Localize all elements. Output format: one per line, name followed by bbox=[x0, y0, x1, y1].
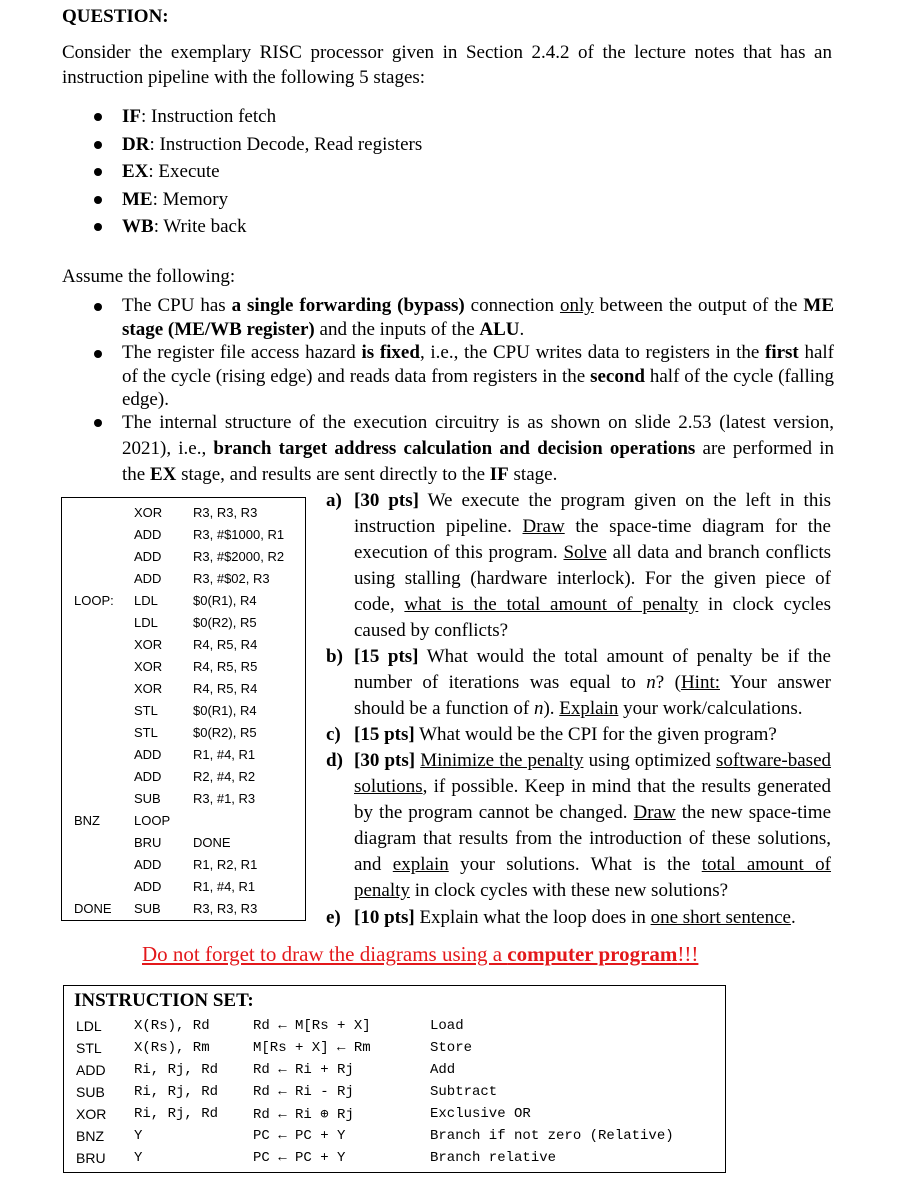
instruction-set-row bbox=[64, 1128, 725, 1150]
stage-item bbox=[94, 103, 422, 131]
iset-operands: Y bbox=[134, 1150, 143, 1166]
program-op: LDL bbox=[134, 615, 158, 630]
program-args: R1, #4, R1 bbox=[193, 747, 256, 762]
program-line bbox=[62, 769, 307, 790]
program-args: R3, #1, R3 bbox=[193, 791, 256, 806]
instruction-set-row bbox=[64, 1018, 725, 1040]
program-op: SUB bbox=[134, 791, 161, 806]
program-line bbox=[62, 659, 307, 680]
program-op: LOOP bbox=[134, 813, 171, 828]
program-args: $0(R2), R5 bbox=[193, 725, 257, 740]
assumption-item bbox=[94, 294, 834, 341]
stage-desc: : Instruction fetch bbox=[141, 106, 277, 127]
iset-rtl: PC ← PC + Y bbox=[253, 1128, 346, 1144]
program-op: XOR bbox=[134, 505, 163, 520]
question-b bbox=[326, 644, 831, 722]
stage-desc: : Write back bbox=[153, 216, 247, 237]
program-line bbox=[62, 747, 307, 768]
bullet-icon bbox=[94, 350, 102, 358]
program-args: R4, R5, R4 bbox=[193, 681, 258, 696]
question-d bbox=[326, 748, 831, 904]
bullet-icon bbox=[94, 419, 102, 427]
program-args: R2, #4, R2 bbox=[193, 769, 256, 784]
program-op: BRU bbox=[134, 835, 162, 850]
stage-item bbox=[94, 158, 422, 186]
program-op: ADD bbox=[134, 769, 162, 784]
iset-op: XOR bbox=[76, 1106, 107, 1122]
program-args: R4, R5, R5 bbox=[193, 659, 258, 674]
question-text: [30 pts] We execute the program given on the left in this instruction pipeline. Draw the space-time diagram for the execution of this program. Solve all data and branch conflicts using stalling (hardware interlock). For the given piece of code, what is the total amount of penalty in clock cycles caused by conflicts? bbox=[354, 490, 831, 641]
instruction-set-row bbox=[64, 1106, 725, 1128]
program-args: R1, R2, R1 bbox=[193, 857, 258, 872]
question-text: [15 pts] What would the total amount of penalty be if the number of iterations was equal to n? (Hint: Your answer should be a function of n). Explain your work/calculations. bbox=[354, 646, 831, 719]
program-label: BNZ bbox=[74, 813, 100, 828]
program-op: XOR bbox=[134, 637, 163, 652]
program-line bbox=[62, 681, 307, 702]
assumption-text: The CPU has a single forwarding (bypass) connection only between the output of the ME stage (ME/WB register) and the inputs of the ALU. bbox=[122, 295, 835, 340]
question-label: b) bbox=[326, 646, 343, 667]
program-op: ADD bbox=[134, 571, 162, 586]
iset-rtl: Rd ← Ri + Rj bbox=[253, 1062, 354, 1078]
iset-desc: Branch relative bbox=[430, 1150, 557, 1166]
program-line bbox=[62, 835, 307, 856]
question-label: d) bbox=[326, 750, 343, 771]
iset-rtl: M[Rs + X] ← Rm bbox=[253, 1040, 371, 1056]
stage-item bbox=[94, 186, 422, 214]
assumption-text: The internal structure of the execution circuitry is as shown on slide 2.53 (latest version, 2021), i.e., branch target address calculation and decision operations are performed in the EX stage, and results are sent directly to the IF stage. bbox=[122, 412, 834, 485]
program-line bbox=[62, 879, 307, 900]
pipeline-stage-list bbox=[94, 103, 422, 241]
program-line bbox=[62, 571, 307, 592]
bullet-icon bbox=[94, 223, 102, 231]
bullet-icon bbox=[94, 168, 102, 176]
assume-heading: Assume the following: bbox=[62, 266, 236, 287]
iset-op: LDL bbox=[76, 1018, 102, 1034]
program-args: R3, R3, R3 bbox=[193, 901, 258, 916]
program-line bbox=[62, 593, 307, 614]
stage-abbr: EX bbox=[122, 161, 149, 182]
stage-desc: : Memory bbox=[152, 188, 229, 210]
iset-operands: Ri, Rj, Rd bbox=[134, 1062, 219, 1078]
program-args: R3, #$2000, R2 bbox=[193, 549, 285, 564]
instruction-set-row bbox=[64, 1084, 725, 1106]
iset-desc: Branch if not zero (Relative) bbox=[430, 1128, 674, 1144]
program-op: ADD bbox=[134, 857, 162, 872]
program-op: ADD bbox=[134, 879, 162, 894]
program-args: R4, R5, R4 bbox=[193, 637, 258, 652]
question-text: [10 pts] Explain what the loop does in one short sentence. bbox=[354, 907, 796, 928]
instruction-set-title: INSTRUCTION SET: bbox=[74, 990, 254, 1011]
iset-operands: Ri, Rj, Rd bbox=[134, 1106, 219, 1122]
bullet-icon bbox=[94, 196, 102, 204]
program-args: DONE bbox=[193, 835, 231, 850]
iset-op: SUB bbox=[76, 1084, 105, 1100]
program-line bbox=[62, 703, 307, 724]
iset-rtl: Rd ← Ri ⊕ Rj bbox=[253, 1107, 354, 1123]
instruction-set-row bbox=[64, 1150, 725, 1172]
program-args: $0(R1), R4 bbox=[193, 703, 257, 718]
iset-desc: Subtract bbox=[430, 1084, 498, 1100]
iset-desc: Load bbox=[430, 1018, 464, 1034]
program-args: R3, R3, R3 bbox=[193, 505, 258, 520]
iset-rtl: Rd ← Ri - Rj bbox=[253, 1084, 354, 1100]
iset-op: STL bbox=[76, 1040, 102, 1056]
question-e bbox=[326, 905, 831, 931]
program-op: LDL bbox=[134, 593, 158, 608]
instruction-set-row bbox=[64, 1040, 725, 1062]
program-line bbox=[62, 637, 307, 658]
iset-operands: X(Rs), Rd bbox=[134, 1018, 210, 1034]
instruction-set-row bbox=[64, 1062, 725, 1084]
question-label: a) bbox=[326, 490, 342, 511]
assumption-item bbox=[94, 341, 834, 412]
program-line bbox=[62, 901, 307, 922]
stage-item bbox=[94, 131, 422, 159]
stage-item bbox=[94, 213, 422, 241]
iset-op: BRU bbox=[76, 1150, 106, 1166]
question-text: [15 pts] What would be the CPI for the given program? bbox=[354, 724, 777, 745]
assumption-text: The register file access hazard is fixed, i.e., the CPU writes data to registers in the first half of the cycle (rising edge) and reads data from registers in the second half of the cycle (falling edge). bbox=[122, 342, 834, 410]
assumption-item bbox=[94, 410, 834, 488]
bullet-icon bbox=[94, 141, 102, 149]
program-op: STL bbox=[134, 725, 158, 740]
program-op: STL bbox=[134, 703, 158, 718]
program-listing bbox=[61, 497, 306, 921]
intro-paragraph: Consider the exemplary RISC processor given in Section 2.4.2 of the lecture notes that has an instruction pipeline with the following 5 stages: bbox=[62, 42, 832, 88]
iset-rtl: Rd ← M[Rs + X] bbox=[253, 1018, 371, 1034]
program-op: ADD bbox=[134, 747, 162, 762]
program-op: SUB bbox=[134, 901, 161, 916]
stage-abbr: WB bbox=[122, 216, 154, 237]
program-line bbox=[62, 857, 307, 878]
iset-rtl: PC ← PC + Y bbox=[253, 1150, 346, 1166]
question-text: [30 pts] Minimize the penalty using optimized software-based solutions, if possible. Keep in mind that the results generated by the program cannot be changed. Draw the new space-time diagram that results from the introduction of these solutions, and explain your solutions. What is the total amount of penalty in clock cycles with these new solutions? bbox=[354, 750, 832, 901]
program-line bbox=[62, 505, 307, 526]
program-args: $0(R1), R4 bbox=[193, 593, 257, 608]
bullet-icon bbox=[94, 113, 102, 121]
iset-desc: Store bbox=[430, 1040, 473, 1056]
program-label: DONE bbox=[74, 901, 112, 916]
program-line bbox=[62, 549, 307, 570]
iset-operands: Y bbox=[134, 1128, 143, 1144]
bullet-icon bbox=[94, 303, 102, 311]
stage-desc: : Instruction Decode, Read registers bbox=[149, 133, 423, 155]
iset-op: ADD bbox=[76, 1062, 106, 1078]
program-args: R3, #$02, R3 bbox=[193, 571, 270, 586]
iset-operands: X(Rs), Rm bbox=[134, 1040, 210, 1056]
question-label: c) bbox=[326, 724, 341, 745]
stage-desc: : Execute bbox=[148, 161, 220, 182]
program-line bbox=[62, 527, 307, 548]
instruction-set-table bbox=[63, 985, 726, 1173]
program-op: XOR bbox=[134, 659, 163, 674]
program-args: $0(R2), R5 bbox=[193, 615, 257, 630]
iset-desc: Exclusive OR bbox=[430, 1106, 531, 1122]
program-op: XOR bbox=[134, 681, 163, 696]
program-line bbox=[62, 813, 307, 834]
program-args: R1, #4, R1 bbox=[193, 879, 256, 894]
stage-abbr: IF bbox=[122, 106, 141, 127]
program-line bbox=[62, 615, 307, 636]
program-op: ADD bbox=[134, 527, 162, 542]
program-line bbox=[62, 791, 307, 812]
program-args: R3, #$1000, R1 bbox=[193, 527, 285, 542]
iset-desc: Add bbox=[430, 1062, 456, 1078]
question-title: QUESTION: bbox=[62, 6, 169, 27]
iset-operands: Ri, Rj, Rd bbox=[134, 1084, 219, 1100]
stage-abbr: ME bbox=[122, 188, 153, 210]
question-c bbox=[326, 722, 831, 748]
program-op: ADD bbox=[134, 549, 162, 564]
reminder-note: Do not forget to draw the diagrams using a computer program!!! bbox=[142, 942, 699, 966]
iset-op: BNZ bbox=[76, 1128, 104, 1144]
question-a bbox=[326, 488, 831, 644]
program-label: LOOP: bbox=[74, 593, 114, 608]
program-line bbox=[62, 725, 307, 746]
stage-abbr: DR bbox=[122, 133, 150, 155]
question-label: e) bbox=[326, 907, 341, 928]
